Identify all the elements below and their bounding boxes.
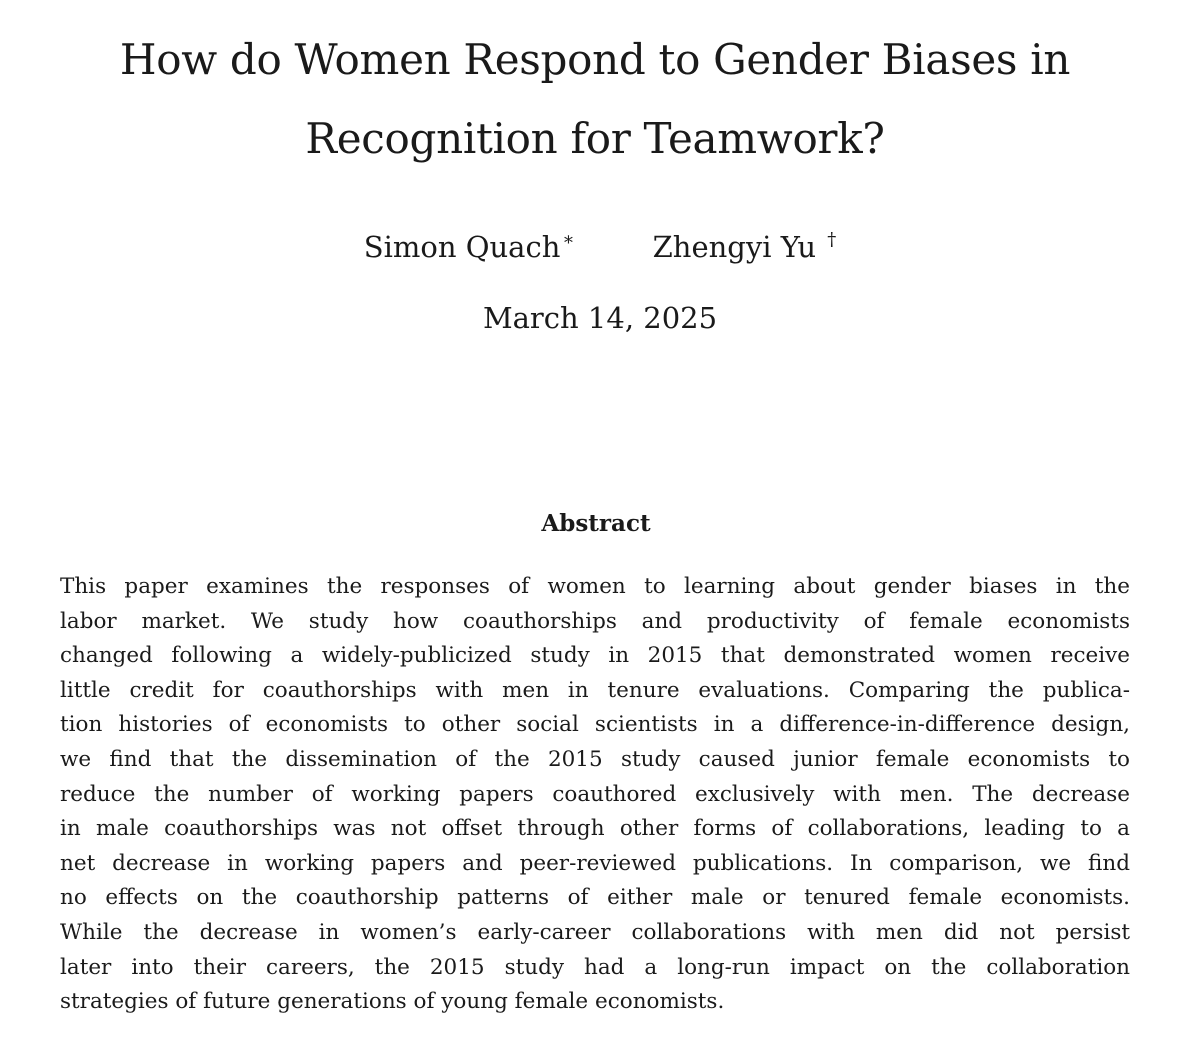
author-footnote-mark: † xyxy=(827,229,837,250)
author-name: Zhengyi Yu xyxy=(652,230,817,264)
abstract-line: This paper examines the responses of women to learning about gender biases in the xyxy=(60,574,1130,599)
abstract-line: later into their careers, the 2015 study had a long-run impact on the collaboration xyxy=(60,954,1130,980)
abstract-heading: Abstract xyxy=(541,510,651,537)
author-footnote-mark: ∗ xyxy=(562,229,575,250)
abstract-line: tion histories of economists to other social scientists in a difference-in-difference design, xyxy=(60,712,1130,738)
paper-date: March 14, 2025 xyxy=(482,301,718,335)
paper-title: How do Women Respond to Gender Biases in Recognition for Teamwork? xyxy=(119,35,1071,163)
abstract-line: strategies of future generations of young female economists. xyxy=(60,989,725,1015)
author-name: Simon Quach xyxy=(363,230,561,264)
abstract-line: reduce the number of working papers coauthored exclusively with men. The decrease xyxy=(60,781,1130,807)
abstract-line: net decrease in working papers and peer-reviewed publications. In comparison, we find xyxy=(60,850,1130,876)
abstract-line: While the decrease in women’s early-career collaborations with men did not persist xyxy=(60,919,1130,945)
author-zhengyi-yu xyxy=(653,220,837,267)
author-list xyxy=(0,220,1200,267)
abstract-line: changed following a widely-publicized study in 2015 that demonstrated women receive xyxy=(60,643,1130,669)
author-simon-quach xyxy=(364,220,575,267)
abstract-line: no effects on the coauthorship patterns of either male or tenured female economists. xyxy=(60,885,1130,911)
abstract-line: labor market. We study how coauthorships and productivity of female economists xyxy=(60,608,1130,634)
abstract-line: little credit for coauthorships with men in tenure evaluations. Comparing the publica- xyxy=(60,677,1130,703)
abstract-line: we find that the dissemination of the 2015 study caused junior female economists to xyxy=(60,746,1130,772)
abstract-line: in male coauthorships was not offset through other forms of collaborations, leading to a xyxy=(60,816,1130,842)
abstract-body xyxy=(60,570,1130,1020)
